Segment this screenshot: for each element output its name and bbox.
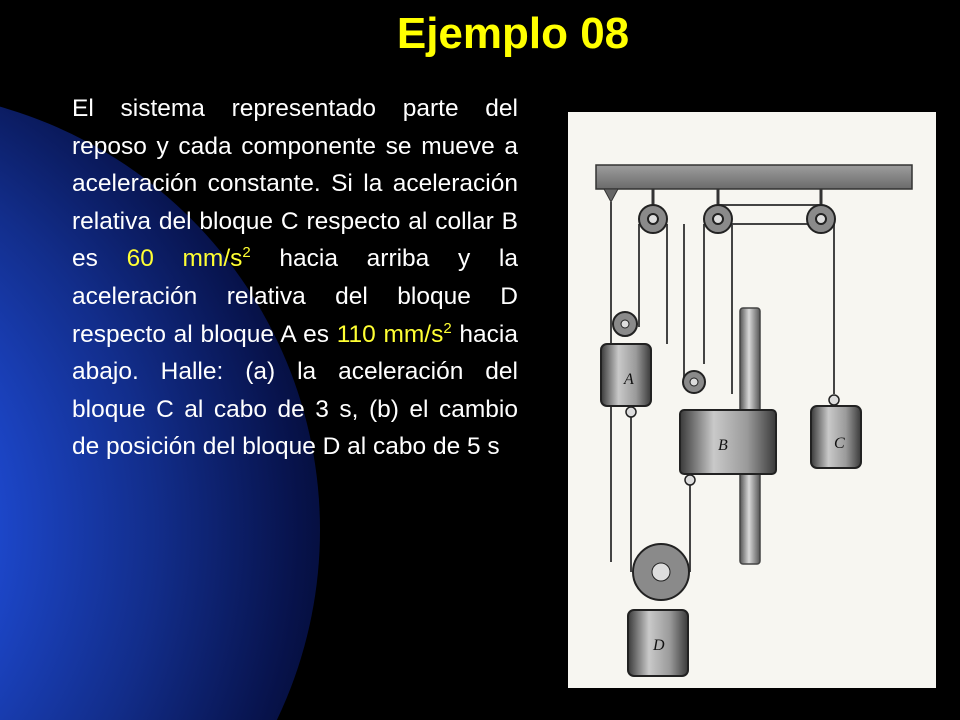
block-d-label: D xyxy=(653,637,665,654)
accel-value-1-text: 60 mm/s xyxy=(126,245,243,273)
pulley-system-figure xyxy=(568,112,936,688)
accel-value-2 xyxy=(337,321,452,348)
accel-value-2-exponent: 2 xyxy=(443,319,452,337)
collar-b-label: B xyxy=(718,437,728,454)
block-a-label: A xyxy=(624,371,634,388)
problem-text-2: hacia arriba y la aceleración relativa del bloque D respecto al bloque A es xyxy=(72,245,518,348)
accel-value-1-exponent: 2 xyxy=(242,244,251,262)
slide-title: Ejemplo 08 xyxy=(396,9,630,58)
accel-value-2-text: 110 mm/s xyxy=(336,320,444,348)
block-c-label: C xyxy=(834,435,845,452)
block-c xyxy=(811,395,861,468)
accel-value-1 xyxy=(127,245,251,272)
block-a xyxy=(601,312,651,417)
problem-statement xyxy=(72,90,518,466)
problem-text-1: El sistema representado parte del reposo y cada componente se mueve a aceleración constante. Si la aceleración relativa del bloque C respecto al collar B es xyxy=(72,95,518,273)
block-d xyxy=(628,544,689,676)
problem-text-3: hacia abajo. Halle: (a) la aceleración del bloque C al cabo de 3 s, (b) el cambio de posición del bloque D al cabo de 5 s xyxy=(72,320,518,461)
ceiling-support xyxy=(596,165,912,202)
top-pulleys xyxy=(639,205,835,233)
collar-b xyxy=(680,371,776,485)
